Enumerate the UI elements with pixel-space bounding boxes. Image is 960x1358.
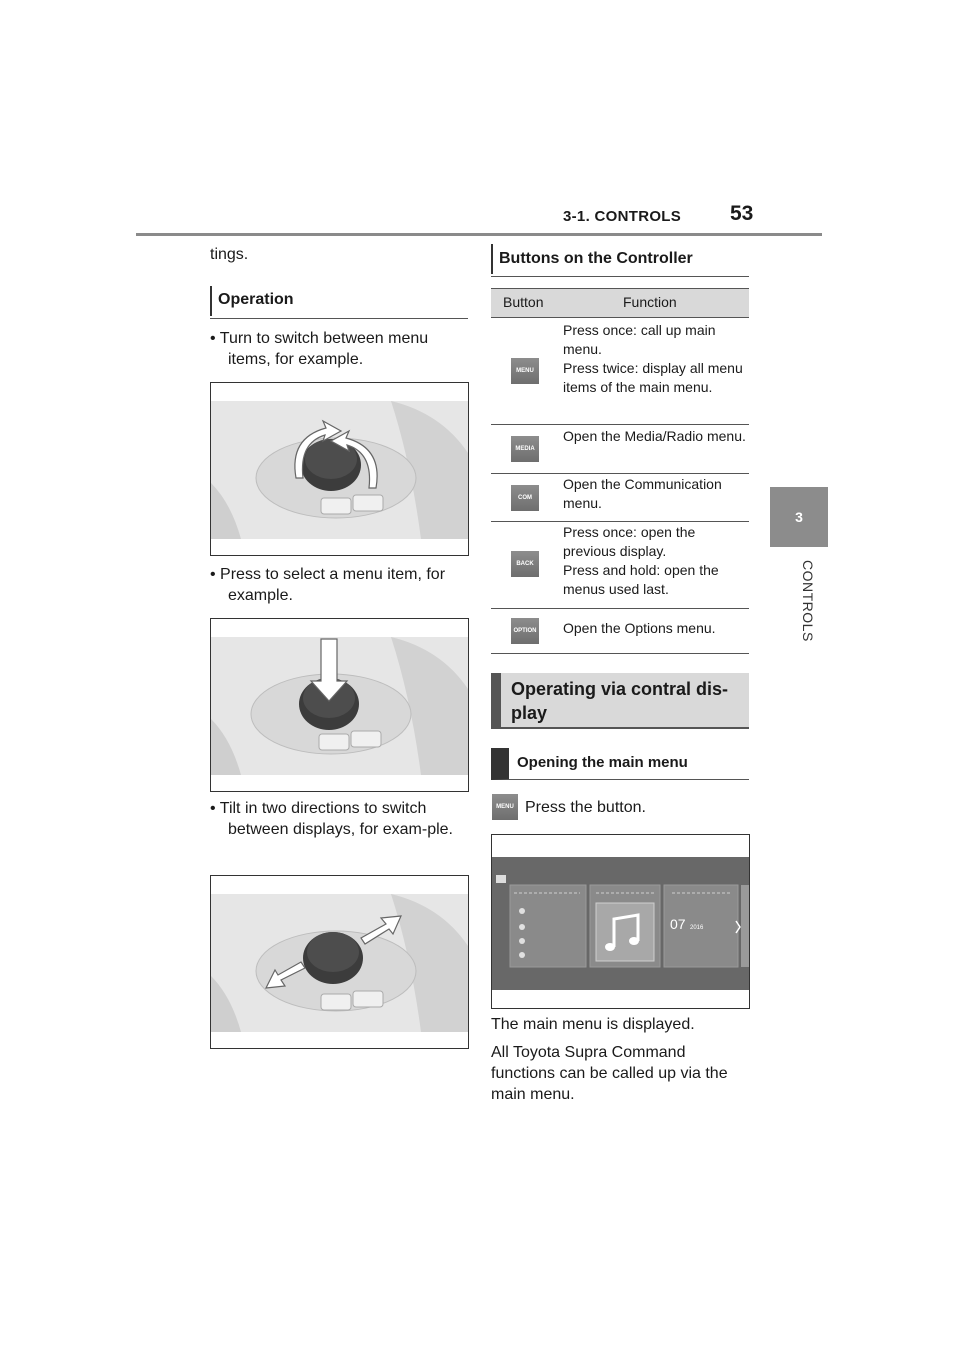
operation-heading: Operation	[210, 286, 468, 316]
buttons-heading: Buttons on the Controller	[491, 244, 749, 274]
menu-button-icon: MENU	[492, 794, 518, 820]
function-text: Press once: call up main menu. Press twice: display all menu items of the main menu.	[563, 322, 743, 395]
table-row	[491, 522, 749, 609]
bullet-turn: • Turn to switch between menu items, for example.	[210, 330, 429, 368]
section-title: 3-1. CONTROLS	[563, 208, 682, 225]
function-text: Open the Media/Radio menu.	[563, 428, 746, 444]
screen-year: 2016	[690, 925, 704, 931]
central-display-heading: Operating via contral dis-play	[491, 673, 749, 729]
screen-date: 07	[670, 916, 686, 932]
bullet-press: • Press to select a menu item, for example.	[210, 566, 446, 604]
column-header-button: Button	[503, 294, 544, 310]
controller-tilt-figure	[210, 875, 469, 1049]
main-menu-displayed-text: The main menu is displayed.	[491, 1016, 695, 1033]
menu-button-icon: MENU	[511, 358, 539, 384]
function-text: Press once: open the previous display. Press and hold: open the menus used last.	[563, 524, 719, 597]
command-functions-text: All Toyota Supra Command functions can be called up via the main menu.	[491, 1044, 728, 1103]
controller-turn-illustration	[211, 383, 468, 555]
table-row	[491, 425, 749, 474]
intro-text: tings.	[210, 246, 249, 263]
controller-turn-figure	[210, 382, 469, 556]
controller-press-illustration	[211, 619, 468, 791]
function-text: Open the Options menu.	[563, 620, 716, 636]
table-row	[491, 609, 749, 654]
main-menu-screen-figure	[491, 834, 750, 1009]
com-button-icon: COM	[511, 485, 539, 511]
page-number: 53	[730, 202, 754, 225]
table-header	[491, 288, 749, 318]
function-text: Open the Communication menu.	[563, 476, 722, 511]
press-button-text: Press the button.	[525, 799, 646, 816]
main-menu-heading: Opening the main menu	[491, 748, 749, 780]
back-button-icon: BACK	[511, 551, 539, 577]
table-row	[491, 317, 749, 425]
buttons-rule	[491, 276, 749, 277]
column-header-function: Function	[623, 294, 677, 310]
header-divider	[136, 233, 822, 236]
media-button-icon: MEDIA	[511, 436, 539, 462]
chapter-label: CONTROLS	[800, 560, 816, 642]
controller-press-figure	[210, 618, 469, 792]
main-menu-screen-illustration	[492, 835, 749, 1008]
option-button-icon: OPTION	[511, 618, 539, 644]
operation-rule	[210, 318, 468, 319]
table-row	[491, 474, 749, 522]
controller-tilt-illustration	[211, 876, 468, 1048]
bullet-tilt: • Tilt in two directions to switch between displays, for exam-ple.	[210, 800, 453, 838]
chapter-tab: 3	[770, 487, 828, 547]
